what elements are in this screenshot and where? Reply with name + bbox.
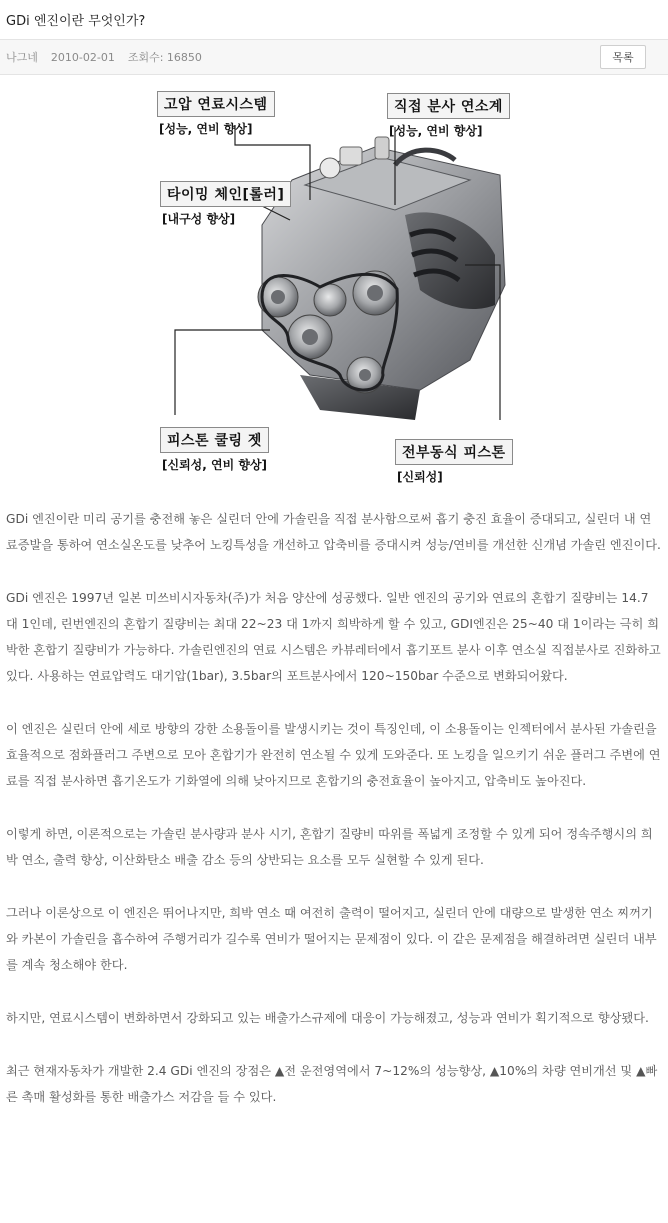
body-paragraph: 이렇게 하면, 이론적으로는 가솔린 분사량과 분사 시기, 혼합기 질량비 따위를 폭넓게 조정할 수 있게 되어 정속주행시의 희박 연소, 출력 향상, 이산화탄소 배출 감소 등의 상반되는 요소를 모두 실현할 수 있게 된다. <box>6 827 653 867</box>
post-author: 나그네 <box>6 51 38 64</box>
post-body <box>0 506 668 1110</box>
body-paragraph: 이 엔진은 실린더 안에 세로 방향의 강한 소용돌이를 발생시키는 것이 특징인데, 이 소용돌이는 인젝터에서 분사된 가솔린을 효율적으로 점화플러그 주변으로 모아 혼합기가 완전히 연소될 수 있게 도와준다. 또 노킹을 일으키기 쉬운 플러그 주변에 연료를 직접 분사하면 흡기온도가 기화열에 의해 낮아지므로 혼합기의 충전효율이 높아지고, 압축비도 높아진다. <box>6 722 661 788</box>
callout-piston-cooling-jet <box>160 427 269 473</box>
callout-fuel-system <box>157 91 275 137</box>
callout-sub: [신뢰성] <box>397 470 443 484</box>
body-paragraph: GDi 엔진이란 미리 공기를 충전해 놓은 실린더 안에 가솔린을 직접 분사함으로써 흡기 충진 효율이 증대되고, 실린더 내 연료증발을 통하여 연소실온도를 낮추어 노킹특성을 개선하고 압축비를 증대시켜 성능/연비를 개선한 신개념 가솔린 엔진이다. <box>6 512 661 552</box>
engine-illustration <box>0 75 668 495</box>
callout-name: 타이밍 체인[롤러] <box>160 181 291 207</box>
post-meta <box>0 40 668 75</box>
engine-diagram <box>0 75 668 495</box>
list-button[interactable]: 목록 <box>600 45 646 69</box>
post-views: 조회수: 16850 <box>127 51 202 64</box>
callout-timing-chain <box>160 181 291 227</box>
body-paragraph: 그러나 이론상으로 이 엔진은 뛰어나지만, 희박 연소 때 여전히 출력이 떨어지고, 실린더 안에 대량으로 발생한 연소 찌꺼기와 카본이 가솔린을 흡수하여 주행거리가 길수록 연비가 떨어지는 문제점이 있다. 이 같은 문제점을 해결하려면 실린더 내부를 계속 청소해야 한다. <box>6 906 657 972</box>
post-title: GDi 엔진이란 무엇인가? <box>6 14 146 29</box>
callout-name: 피스톤 쿨링 젯 <box>160 427 269 453</box>
post-title-bar <box>0 0 668 40</box>
callout-name: 고압 연료시스템 <box>157 91 275 117</box>
callout-sub: [내구성 향상] <box>162 212 236 226</box>
post-date: 2010-02-01 <box>50 50 115 64</box>
body-paragraph: 최근 현재자동차가 개발한 2.4 GDi 엔진의 장점은 ▲전 운전영역에서 7~12%의 성능향상, ▲10%의 차량 연비개선 및 ▲빠른 촉매 활성화를 통한 배출가스 저감을 들 수 있다. <box>6 1064 658 1104</box>
callout-direct-injection <box>387 93 510 139</box>
callout-name: 직접 분사 연소계 <box>387 93 510 119</box>
body-paragraph: 하지만, 연료시스템이 변화하면서 강화되고 있는 배출가스규제에 대응이 가능해졌고, 성능과 연비가 획기적으로 향상됐다. <box>6 1011 649 1025</box>
callout-floating-piston <box>395 439 513 485</box>
callout-sub: [성능, 연비 향상] <box>159 122 253 136</box>
callout-sub: [성능, 연비 향상] <box>389 124 483 138</box>
callout-name: 전부동식 피스톤 <box>395 439 513 465</box>
callout-sub: [신뢰성, 연비 향상] <box>162 458 268 472</box>
body-paragraph: GDi 엔진은 1997년 일본 미쓰비시자동차(주)가 처음 양산에 성공했다. 일반 엔진의 공기와 연료의 혼합기 질량비는 14.7 대 1인데, 린번엔진의 혼합기 질량비는 최대 22~23 대 1까지 희박하게 할 수 있고, GDI엔진은 25~40 대 1이라는 극히 희박한 혼합기 질량비가 가능하다. 가솔린엔진의 연료 시스템은 카뷰레터에서 흡기포트 분사 이후 연소실 직접분사로 진화하고 있다. 사용하는 연료압력도 대기압(1bar), 3.5bar의 포트분사에서 120~150bar 수준으로 변화되어왔다. <box>6 591 661 683</box>
